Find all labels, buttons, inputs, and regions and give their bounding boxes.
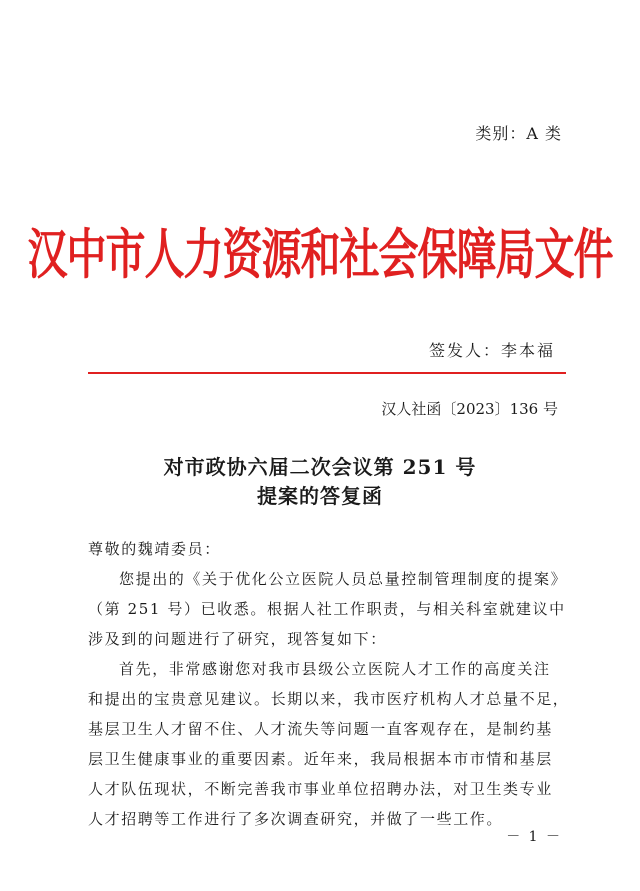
body-line-8: 人才队伍现状，不断完善我市事业单位招聘办法，对卫生类专业: [88, 780, 553, 798]
red-divider-line: [88, 372, 566, 374]
document-title-line-2: 提案的答复函: [257, 484, 383, 508]
issuer-signature: 签发人：李本福: [428, 341, 555, 360]
body-line-6: 基层卫生人才留不住、人才流失等问题一直客观存在，是制约基: [88, 720, 553, 738]
document-masthead: 汉中市人力资源和社会保障局文件: [27, 224, 613, 287]
body-line-3: 涉及到的问题进行了研究，现答复如下：: [88, 630, 387, 648]
body-line-4: 首先，非常感谢您对我市县级公立医院人才工作的高度关注: [119, 660, 551, 678]
document-category: 类别：A 类: [475, 124, 562, 143]
document-number: 汉人社函〔2023〕136 号: [381, 400, 558, 418]
body-line-9: 人才招聘等工作进行了多次调查研究，并做了一些工作。: [88, 810, 504, 828]
page-number: － 1 －: [506, 829, 562, 845]
salutation: 尊敬的魏靖委员：: [88, 540, 221, 558]
body-line-5: 和提出的宝贵意见建议。长期以来，我市医疗机构人才总量不足，: [88, 690, 570, 708]
body-line-2: （第 251 号）已收悉。根据人社工作职责，与相关科室就建议中: [88, 600, 566, 618]
body-line-7: 层卫生健康事业的重要因素。近年来，我局根据本市市情和基层: [88, 750, 553, 768]
body-line-1: 您提出的《关于优化公立医院人员总量控制管理制度的提案》: [119, 570, 568, 588]
document-title-line-1: 对市政协六届二次会议第 251 号: [163, 455, 477, 479]
